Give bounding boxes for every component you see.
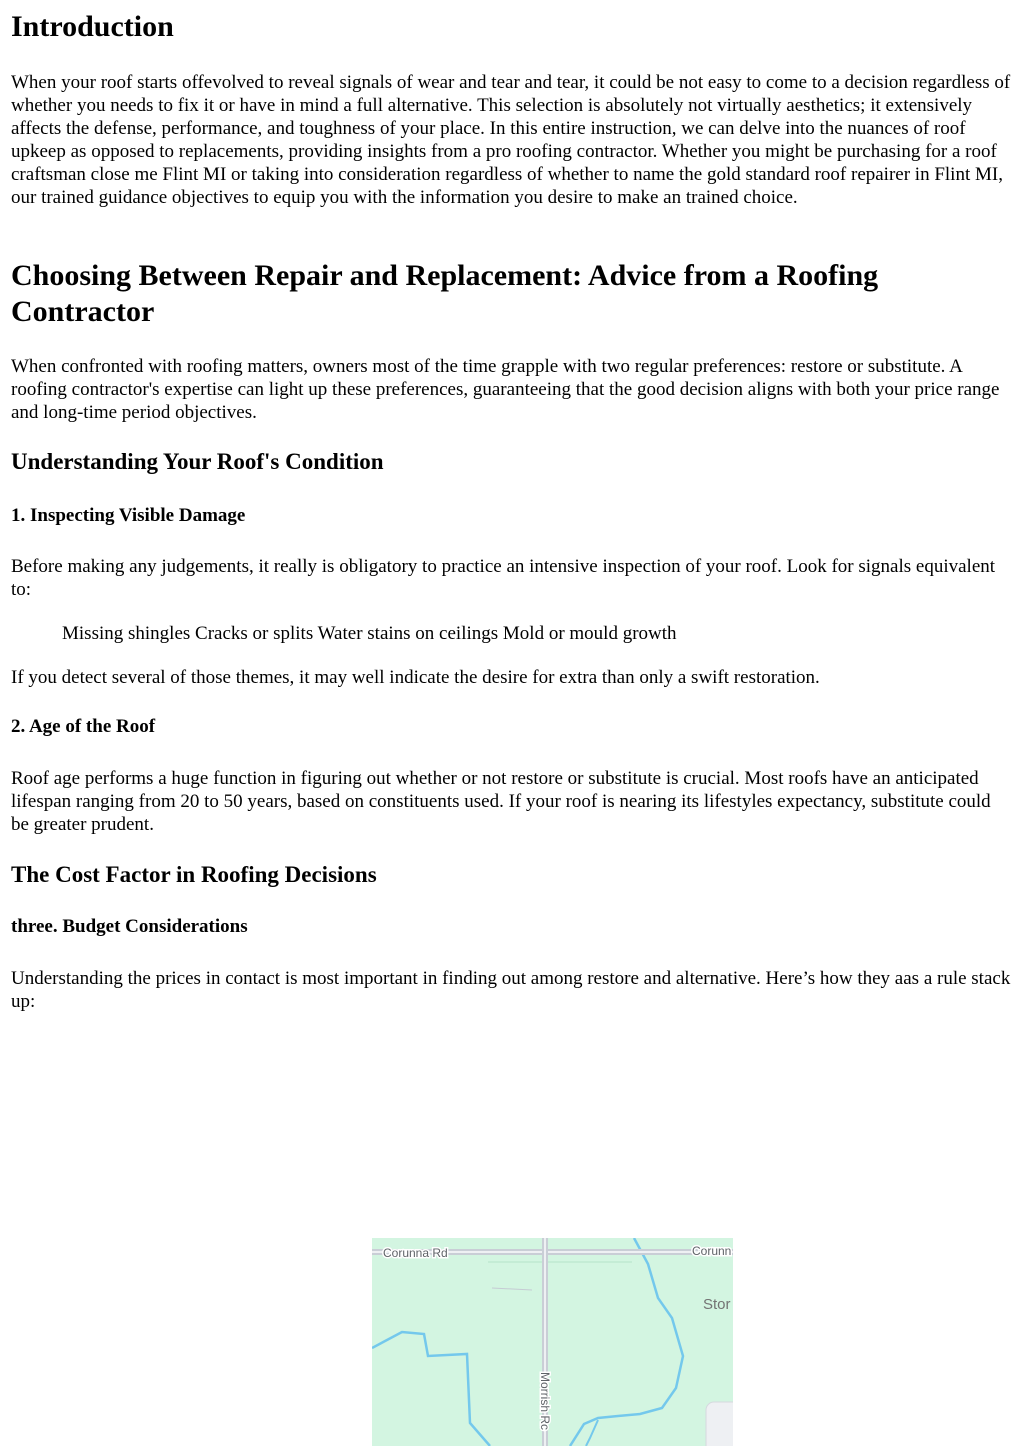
age-heading: 2. Age of the Roof — [11, 716, 156, 737]
map-building — [706, 1402, 733, 1446]
age-paragraph: Roof age performs a huge function in figuring out whether or not restore or substitute is crucial. Most roofs have an anticipated lifespan ranging from 20 to 50 years, based on constituents used. If your roof is nearing its lifestyles expectancy, substitute could be greater prudent. — [11, 768, 991, 835]
budget-paragraph: Understanding the prices in contact is most important in finding out among restore and alternative. Here’s how they aas a rule stack up: — [11, 968, 1011, 1012]
damage-list: Missing shingles Cracks or splits Water stains on ceilings Mold or mould growth — [62, 623, 677, 644]
cost-heading: The Cost Factor in Roofing Decisions — [11, 862, 377, 887]
map-label-corunna-left: Corunna Rd — [383, 1246, 448, 1260]
condition-heading: Understanding Your Roof's Condition — [11, 449, 384, 474]
intro-paragraph: When your roof starts offevolved to reveal signals of wear and tear and tear, it could be not easy to come to a decision regardless of whether you needs to fix it or have in mind a full alternative. This selection is absolutely not virtually aesthetics; it extensively affects the defense, performance, and toughness of your place. In this entire instruction, we can delve into the nuances of roof upkeep as opposed to replacements, providing insights from a pro roofing contractor. Whether you might be purchasing for a roof craftsman close me Flint MI or taking into consideration regardless of whether to name the gold standard roof repairer in Flint MI, our trained guidance objectives to equip you with the information you desire to make an trained choice. — [11, 72, 1011, 208]
inspect-paragraph: Before making any judgements, it really is obligatory to practice an intensive inspection of your roof. Look for signals equivalent to: — [11, 556, 996, 600]
map-canvas[interactable] — [372, 1238, 733, 1446]
map-label-place: Stor — [703, 1296, 731, 1313]
embedded-map[interactable] — [372, 1238, 733, 1446]
map-label-corunna-right: Corunn — [692, 1244, 732, 1258]
map-label-morrish: Morrish Rc — [538, 1372, 552, 1431]
inspect-heading: 1. Inspecting Visible Damage — [11, 505, 246, 526]
intro-heading: Introduction — [11, 10, 174, 43]
detect-paragraph: If you detect several of those themes, it may well indicate the desire for extra than only a swift restoration. — [11, 667, 820, 688]
choose-paragraph: When confronted with roofing matters, owners most of the time grapple with two regular preferences: restore or substitute. A roofing contractor's expertise can light up these preferences, guaranteeing that the good decision aligns with both your price range and long-time period objectives. — [11, 356, 1000, 423]
choose-heading: Choosing Between Repair and Replacement: Advice from a Roofing Contractor — [11, 259, 879, 328]
budget-heading: three. Budget Considerations — [11, 916, 248, 937]
